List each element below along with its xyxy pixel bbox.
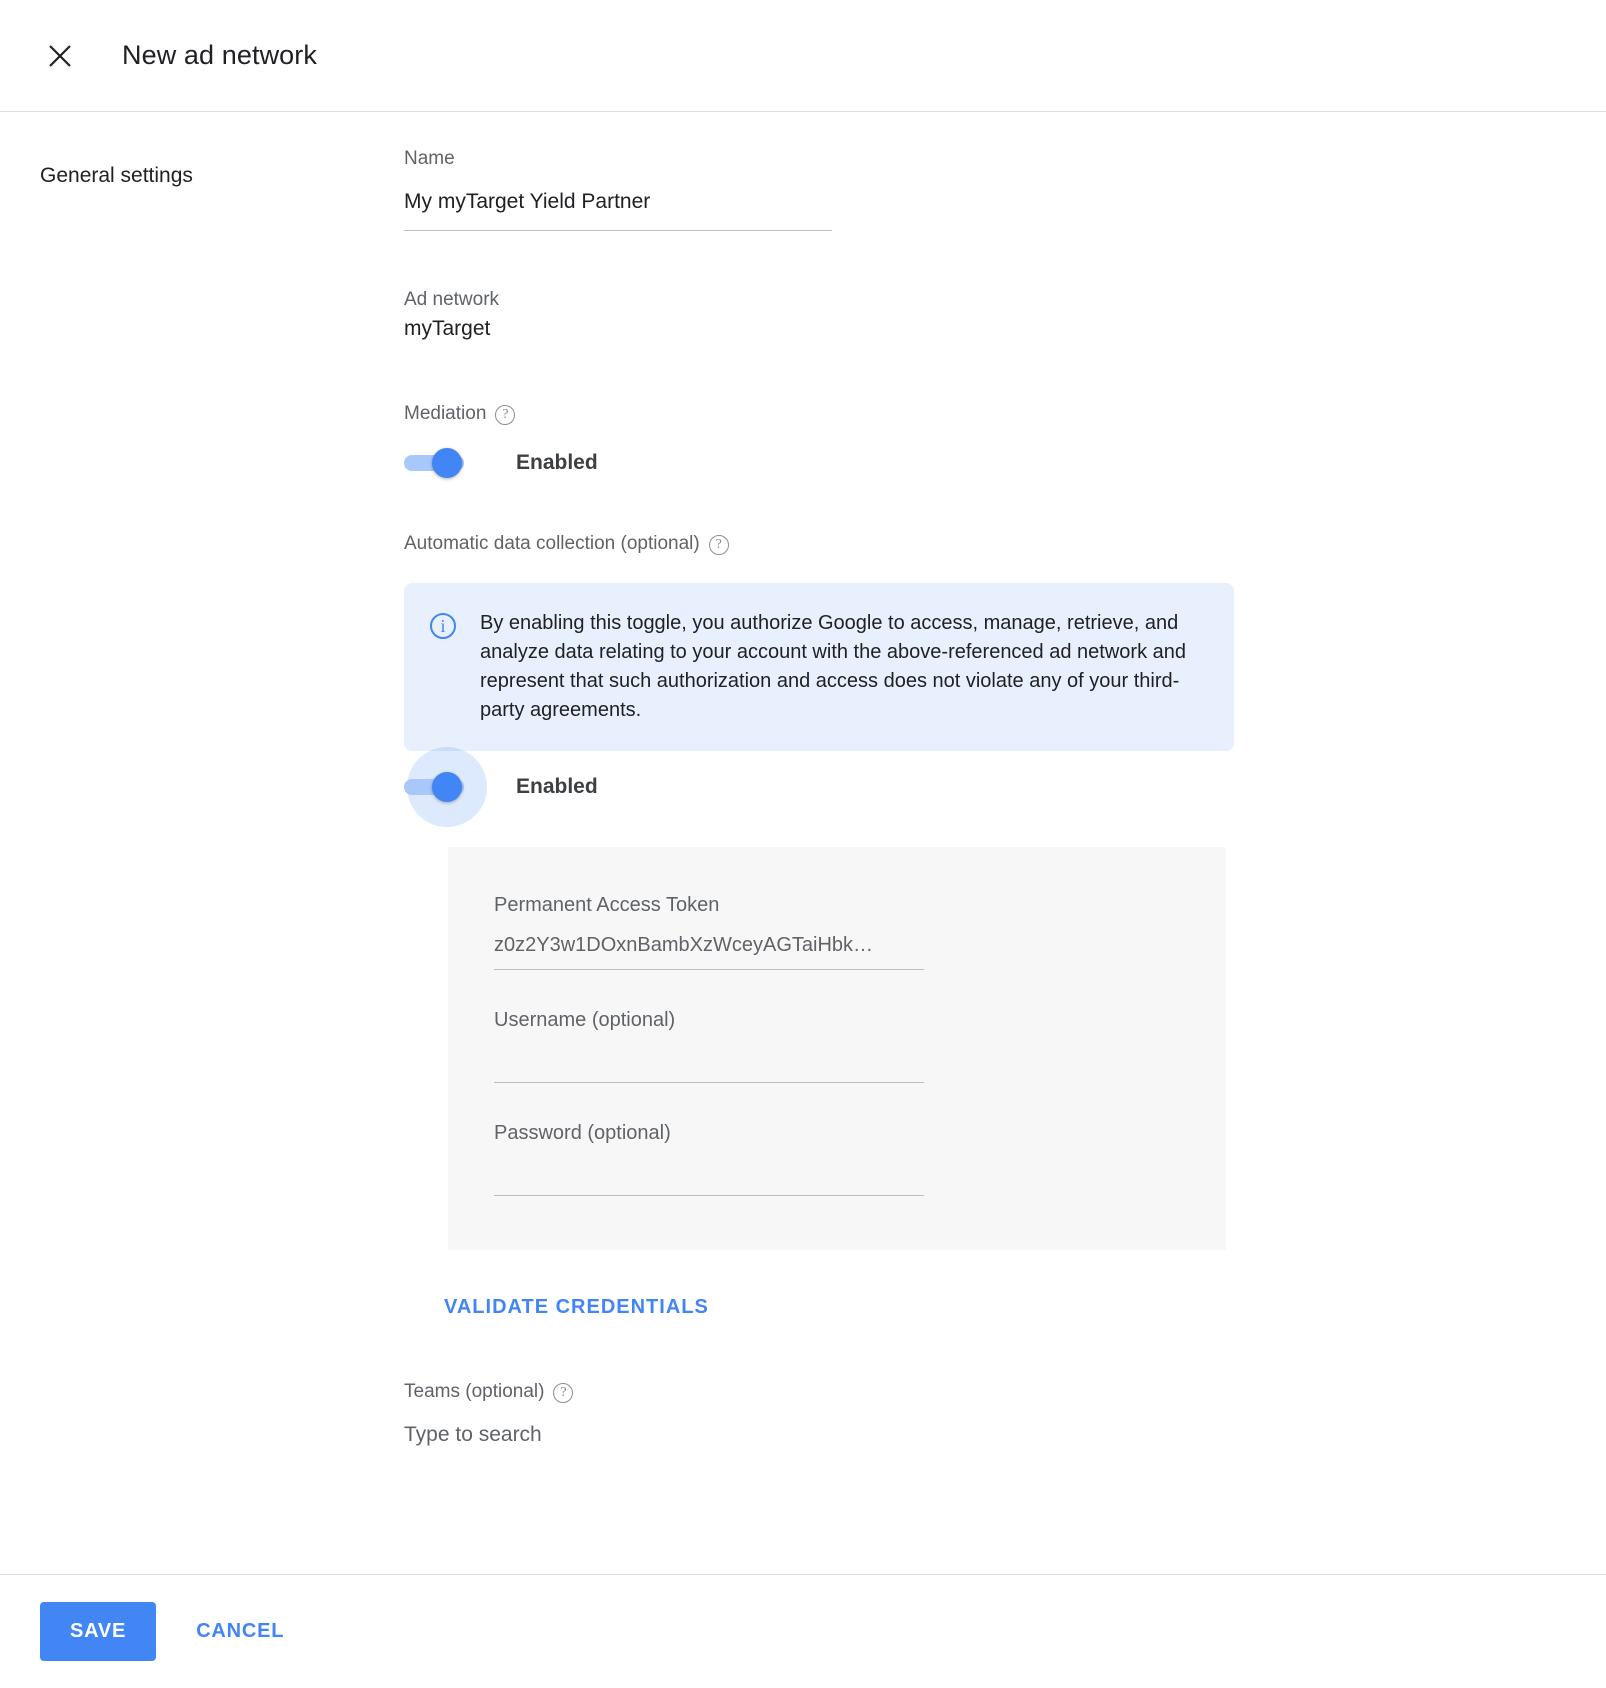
permanent-access-token-field[interactable] <box>494 891 924 970</box>
mediation-field <box>404 401 1304 475</box>
adc-label: Automatic data collection (optional) <box>404 533 700 554</box>
adc-toggle-state: Enabled <box>516 775 598 798</box>
teams-label-row <box>404 1379 1304 1405</box>
token-label: Permanent Access Token <box>494 894 720 916</box>
password-label: Password (optional) <box>494 1122 671 1144</box>
password-field[interactable] <box>494 1119 924 1196</box>
username-field[interactable] <box>494 1006 924 1083</box>
mediation-label-row <box>404 401 1304 427</box>
username-label: Username (optional) <box>494 1009 676 1031</box>
mediation-toggle[interactable] <box>404 453 468 473</box>
adc-toggle[interactable] <box>404 777 468 797</box>
ad-network-field <box>404 287 1304 345</box>
username-input[interactable] <box>494 1034 924 1082</box>
toggle-knob <box>432 448 462 478</box>
mediation-toggle-row[interactable] <box>404 451 1304 475</box>
teams-field <box>404 1379 1304 1447</box>
ad-network-value: myTarget <box>404 317 491 340</box>
name-field[interactable] <box>404 146 832 231</box>
token-input[interactable]: z0z2Y3w1DOxnBambXzWceyAGTaiHbk… <box>494 934 874 956</box>
toggle-knob <box>432 772 462 802</box>
save-button[interactable]: SAVE <box>40 1602 156 1661</box>
cancel-button[interactable]: CANCEL <box>190 1619 290 1644</box>
general-settings-form <box>404 146 1304 1447</box>
teams-search-input[interactable]: Type to search <box>404 1423 542 1446</box>
help-icon[interactable]: ? <box>495 405 515 425</box>
validate-credentials-button[interactable]: VALIDATE CREDENTIALS <box>444 1296 709 1318</box>
dialog-footer <box>0 1574 1606 1688</box>
section-title: General settings <box>40 164 193 187</box>
page-title: New ad network <box>122 40 317 70</box>
help-icon[interactable]: ? <box>709 535 729 555</box>
ad-network-label: Ad network <box>404 289 500 310</box>
adc-label-row <box>404 531 1304 557</box>
mediation-toggle-state: Enabled <box>516 451 598 474</box>
info-icon: i <box>430 613 456 639</box>
password-input[interactable] <box>494 1147 924 1195</box>
close-icon[interactable] <box>36 32 84 80</box>
name-label: Name <box>404 148 455 169</box>
mediation-label: Mediation <box>404 403 487 424</box>
teams-label: Teams (optional) <box>404 1381 545 1402</box>
name-input[interactable]: My myTarget Yield Partner <box>404 190 651 213</box>
authorization-info-banner <box>404 583 1234 751</box>
automatic-data-collection-field <box>404 531 1304 1319</box>
credentials-panel <box>448 847 1226 1250</box>
adc-toggle-row[interactable] <box>404 775 1304 799</box>
dialog-header <box>0 0 1606 112</box>
info-banner-text: By enabling this toggle, you authorize Google to access, manage, retrieve, and analyze data relating to your account with the above-referenced ad network and represent that such authorization and access does not violate any of your third-party agreements. <box>480 612 1186 721</box>
dialog-body <box>0 112 1606 1574</box>
help-icon[interactable]: ? <box>553 1383 573 1403</box>
